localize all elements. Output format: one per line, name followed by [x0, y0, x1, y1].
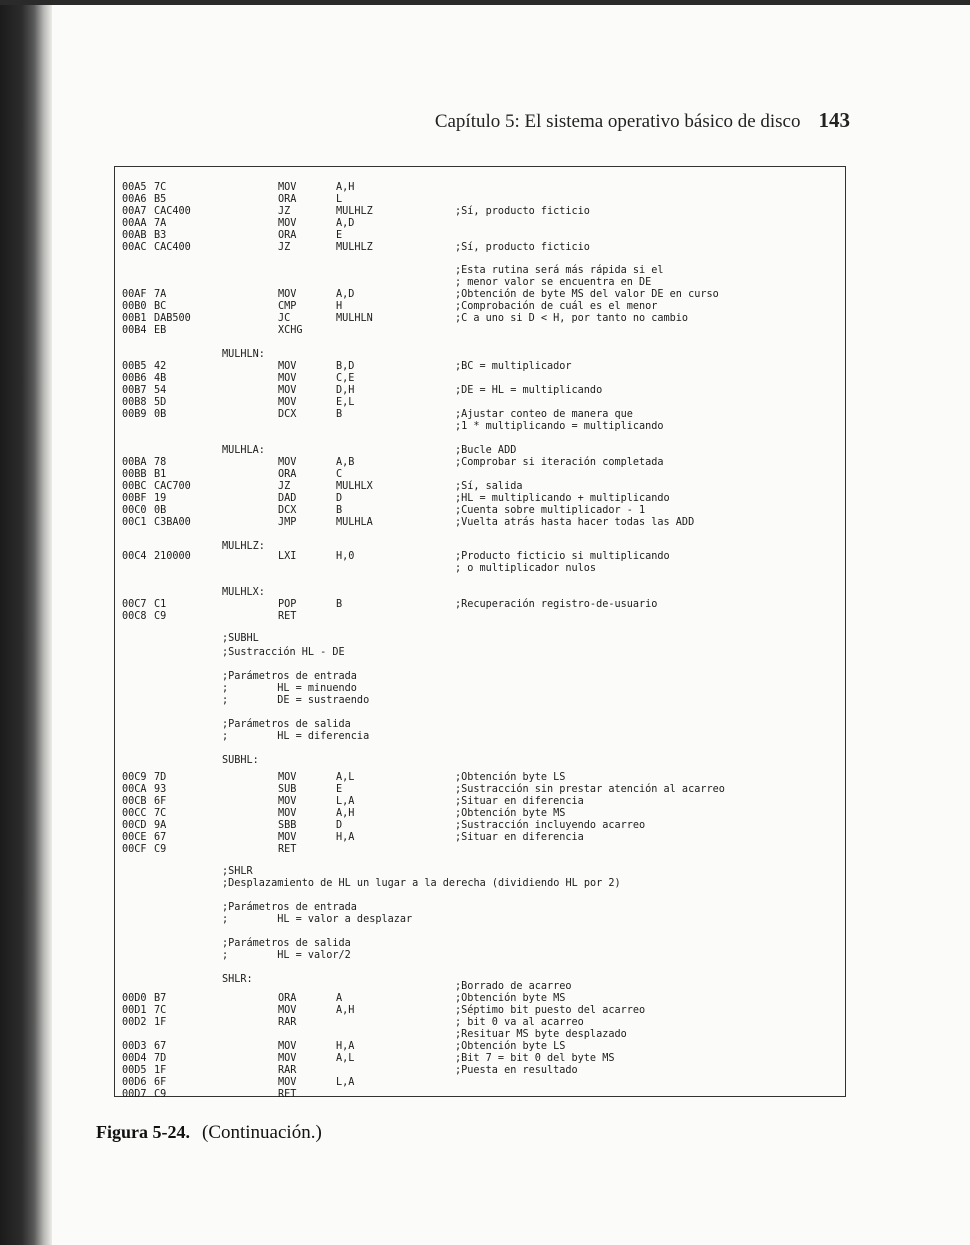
listing-code: 4B [154, 373, 167, 384]
listing-label: MULHLX: [222, 587, 265, 598]
listing-comment: ;Bucle ADD [455, 445, 517, 456]
listing-code: 7A [154, 289, 167, 300]
listing-addr: 00B6 [122, 373, 147, 384]
listing-code: C9 [154, 844, 167, 855]
page-number: 143 [818, 108, 850, 132]
listing-addr: 00B0 [122, 301, 147, 312]
listing-code: 93 [154, 784, 167, 795]
listing-label: SHLR: [222, 974, 253, 985]
listing-addr: 00BF [122, 493, 147, 504]
listing-comment: ; menor valor se encuentra en DE [455, 277, 652, 288]
listing-addr: 00D0 [122, 993, 147, 1004]
listing-label: ;Parámetros de entrada [222, 671, 357, 682]
listing-code: CAC700 [154, 481, 191, 492]
listing-comment: ;Obtención byte MS [455, 993, 566, 1004]
listing-addr: 00C4 [122, 551, 147, 562]
listing-addr: 00CD [122, 820, 147, 831]
listing-comment: ;Producto ficticio si multiplicando [455, 551, 670, 562]
listing-comment: ;Situar en diferencia [455, 796, 584, 807]
listing-arg: A,B [336, 457, 355, 468]
listing-arg: B [336, 599, 343, 610]
listing-code: 6F [154, 796, 167, 807]
listing-code: 7C [154, 808, 167, 819]
listing-addr: 00CC [122, 808, 147, 819]
listing-code: C3BA00 [154, 517, 191, 528]
listing-arg: A,H [336, 182, 355, 193]
listing-arg: A [336, 993, 343, 1004]
listing-op: SBB [278, 820, 297, 831]
listing-op: DCX [278, 505, 297, 516]
listing-comment: ;Sustracción sin prestar atención al acarreo [455, 784, 725, 795]
listing-op: SUB [278, 784, 297, 795]
listing-arg: E [336, 784, 343, 795]
listing-arg: D,H [336, 385, 355, 396]
listing-comment: ;Comprobación de cuál es el menor [455, 301, 658, 312]
listing-arg: C [336, 469, 343, 480]
listing-arg: A,D [336, 289, 355, 300]
listing-code: 0B [154, 505, 167, 516]
listing-op: MOV [278, 457, 297, 468]
listing-arg: B [336, 505, 343, 516]
listing-op: ORA [278, 993, 297, 1004]
listing-comment: ;Puesta en resultado [455, 1065, 578, 1076]
listing-label: ; HL = minuendo [222, 683, 357, 694]
listing-op: MOV [278, 1077, 297, 1088]
listing-op: MOV [278, 1053, 297, 1064]
listing-addr: 00C8 [122, 611, 147, 622]
listing-op: MOV [278, 182, 297, 193]
listing-code: B3 [154, 230, 167, 241]
listing-op: CMP [278, 301, 297, 312]
listing-code: 54 [154, 385, 167, 396]
listing-op: RAR [278, 1017, 297, 1028]
listing-op: MOV [278, 385, 297, 396]
listing-op: MOV [278, 1041, 297, 1052]
listing-code: BC [154, 301, 167, 312]
listing-comment: ;Séptimo bit puesto del acarreo [455, 1005, 646, 1016]
listing-comment: ;Sí, producto ficticio [455, 242, 590, 253]
listing-comment: ;Bit 7 = bit 0 del byte MS [455, 1053, 615, 1064]
listing-comment: ;HL = multiplicando + multiplicando [455, 493, 670, 504]
listing-op: MOV [278, 289, 297, 300]
listing-addr: 00BC [122, 481, 147, 492]
listing-code: 7C [154, 182, 167, 193]
listing-code: 9A [154, 820, 167, 831]
listing-arg: L,A [336, 1077, 355, 1088]
listing-comment: ;Obtención byte LS [455, 772, 566, 783]
listing-comment: ;Obtención de byte MS del valor DE en curso [455, 289, 719, 300]
listing-label: ;Parámetros de salida [222, 938, 351, 949]
listing-code: DAB500 [154, 313, 191, 324]
listing-addr: 00BB [122, 469, 147, 480]
listing-comment: ;Obtención byte MS [455, 808, 566, 819]
listing-label: SUBHL: [222, 755, 259, 766]
listing-op: POP [278, 599, 297, 610]
listing-op: RET [278, 611, 297, 622]
listing-comment: ;Resituar MS byte desplazado [455, 1029, 627, 1040]
listing-op: JZ [278, 206, 291, 217]
listing-op: RET [278, 1089, 297, 1100]
listing-addr: 00D6 [122, 1077, 147, 1088]
listing-addr: 00D4 [122, 1053, 147, 1064]
listing-code: 78 [154, 457, 167, 468]
listing-code: B5 [154, 194, 167, 205]
listing-label: ; DE = sustraendo [222, 695, 370, 706]
listing-op: JZ [278, 481, 291, 492]
listing-comment: ;Ajustar conteo de manera que [455, 409, 633, 420]
listing-addr: 00C9 [122, 772, 147, 783]
listing-label: ;Parámetros de entrada [222, 902, 357, 913]
listing-op: ORA [278, 194, 297, 205]
listing-arg: L,A [336, 796, 355, 807]
listing-op: MOV [278, 796, 297, 807]
listing-op: XCHG [278, 325, 303, 336]
listing-comment: ; o multiplicador nulos [455, 563, 597, 574]
listing-label: MULHLN: [222, 349, 265, 360]
listing-arg: A,H [336, 1005, 355, 1016]
listing-code: CAC400 [154, 206, 191, 217]
listing-addr: 00A5 [122, 182, 147, 193]
listing-arg: MULHLN [336, 313, 373, 324]
chapter-title: Capítulo 5: El sistema operativo básico de disco [434, 111, 801, 132]
listing-op: ORA [278, 469, 297, 480]
listing-addr: 00A6 [122, 194, 147, 205]
listing-addr: 00CF [122, 844, 147, 855]
listing-addr: 00B5 [122, 361, 147, 372]
listing-comment: ;Recuperación registro-de-usuario [455, 599, 658, 610]
listing-comment: ; bit 0 va al acarreo [455, 1017, 584, 1028]
listing-code: 42 [154, 361, 167, 372]
listing-arg: A,H [336, 808, 355, 819]
listing-arg: MULHLA [336, 517, 373, 528]
listing-code: 0B [154, 409, 167, 420]
listing-label: MULHLZ: [222, 541, 265, 552]
listing-comment: ;Sí, producto ficticio [455, 206, 590, 217]
listing-code: CAC400 [154, 242, 191, 253]
listing-comment: ;Obtención byte LS [455, 1041, 566, 1052]
listing-code: 67 [154, 832, 167, 843]
listing-op: MOV [278, 361, 297, 372]
listing-comment: ;Cuenta sobre multiplicador - 1 [455, 505, 646, 516]
figure-number: Figura 5-24. [96, 1122, 190, 1142]
listing-code: C1 [154, 599, 167, 610]
listing-code: C9 [154, 611, 167, 622]
listing-label: ;Sustracción HL - DE [222, 647, 345, 658]
listing-addr: 00AF [122, 289, 147, 300]
listing-code: 19 [154, 493, 167, 504]
listing-comment: ;Situar en diferencia [455, 832, 584, 843]
listing-addr: 00D5 [122, 1065, 147, 1076]
listing-code: 6F [154, 1077, 167, 1088]
listing-addr: 00D1 [122, 1005, 147, 1016]
listing-arg: A,L [336, 772, 355, 783]
listing-arg: E [336, 230, 343, 241]
listing-addr: 00B1 [122, 313, 147, 324]
listing-label: ; HL = valor/2 [222, 950, 351, 961]
listing-addr: 00BA [122, 457, 147, 468]
figure-caption [96, 1122, 322, 1144]
listing-op: MOV [278, 832, 297, 843]
listing-comment: ;C a uno si D < H, por tanto no cambio [455, 313, 689, 324]
listing-code: 7D [154, 772, 167, 783]
listing-addr: 00CB [122, 796, 147, 807]
listing-label: ; HL = diferencia [222, 731, 370, 742]
listing-op: MOV [278, 772, 297, 783]
listing-addr: 00CA [122, 784, 147, 795]
listing-op: JZ [278, 242, 291, 253]
listing-op: RAR [278, 1065, 297, 1076]
listing-addr: 00A7 [122, 206, 147, 217]
listing-arg: B [336, 409, 343, 420]
listing-addr: 00CE [122, 832, 147, 843]
listing-label: ;Desplazamiento de HL un lugar a la derecha (dividiendo HL por 2) [222, 878, 621, 889]
figure-caption-text: (Continuación.) [202, 1122, 322, 1143]
listing-addr: 00B7 [122, 385, 147, 396]
listing-op: MOV [278, 218, 297, 229]
listing-addr: 00D7 [122, 1089, 147, 1100]
listing-arg: D [336, 820, 343, 831]
listing-op: MOV [278, 373, 297, 384]
listing-comment: ;Sustracción incluyendo acarreo [455, 820, 646, 831]
listing-addr: 00C0 [122, 505, 147, 516]
listing-code: 67 [154, 1041, 167, 1052]
listing-op: DAD [278, 493, 297, 504]
listing-comment: ;1 * multiplicando = multiplicando [455, 421, 664, 432]
listing-comment: ;Borrado de acarreo [455, 981, 572, 992]
listing-arg: A,L [336, 1053, 355, 1064]
listing-arg: MULHLZ [336, 242, 373, 253]
listing-label: ;SHLR [222, 866, 253, 877]
listing-code: 5D [154, 397, 167, 408]
listing-arg: H [336, 301, 343, 312]
listing-arg: L [336, 194, 343, 205]
listing-op: MOV [278, 808, 297, 819]
listing-op: DCX [278, 409, 297, 420]
listing-code: B7 [154, 993, 167, 1004]
listing-op: MOV [278, 1005, 297, 1016]
listing-arg: B,D [336, 361, 355, 372]
listing-op: JMP [278, 517, 297, 528]
listing-arg: H,A [336, 832, 355, 843]
listing-arg: C,E [336, 373, 355, 384]
listing-code: C9 [154, 1089, 167, 1100]
listing-code: B1 [154, 469, 167, 480]
listing-arg: MULHLZ [336, 206, 373, 217]
listing-code: 1F [154, 1065, 167, 1076]
listing-addr: 00D2 [122, 1017, 147, 1028]
listing-label: ;Parámetros de salida [222, 719, 351, 730]
listing-arg: E,L [336, 397, 355, 408]
listing-code: 7D [154, 1053, 167, 1064]
listing-label: ;SUBHL [222, 633, 259, 644]
listing-code: 210000 [154, 551, 191, 562]
listing-comment: ;BC = multiplicador [455, 361, 572, 372]
listing-arg: H,0 [336, 551, 355, 562]
listing-arg: H,A [336, 1041, 355, 1052]
listing-op: JC [278, 313, 291, 324]
listing-op: MOV [278, 397, 297, 408]
listing-op: LXI [278, 551, 297, 562]
listing-label: MULHLA: [222, 445, 265, 456]
listing-comment: ;Vuelta atrás hasta hacer todas las ADD [455, 517, 695, 528]
listing-addr: 00C7 [122, 599, 147, 610]
listing-addr: 00B9 [122, 409, 147, 420]
listing-code: 7C [154, 1005, 167, 1016]
listing-arg: MULHLX [336, 481, 373, 492]
listing-comment: ;DE = HL = multiplicando [455, 385, 603, 396]
listing-comment: ;Sí, salida [455, 481, 523, 492]
listing-op: RET [278, 844, 297, 855]
listing-arg: D [336, 493, 343, 504]
listing-addr: 00AA [122, 218, 147, 229]
listing-addr: 00B8 [122, 397, 147, 408]
listing-arg: A,D [336, 218, 355, 229]
listing-op: ORA [278, 230, 297, 241]
listing-addr: 00D3 [122, 1041, 147, 1052]
listing-addr: 00AB [122, 230, 147, 241]
listing-code: 7A [154, 218, 167, 229]
listing-comment: ;Comprobar si iteración completada [455, 457, 664, 468]
listing-addr: 00B4 [122, 325, 147, 336]
listing-code: 1F [154, 1017, 167, 1028]
listing-addr: 00C1 [122, 517, 147, 528]
listing-code: EB [154, 325, 167, 336]
listing-comment: ;Esta rutina será más rápida si el [455, 265, 664, 276]
listing-label: ; HL = valor a desplazar [222, 914, 413, 925]
listing-addr: 00AC [122, 242, 147, 253]
